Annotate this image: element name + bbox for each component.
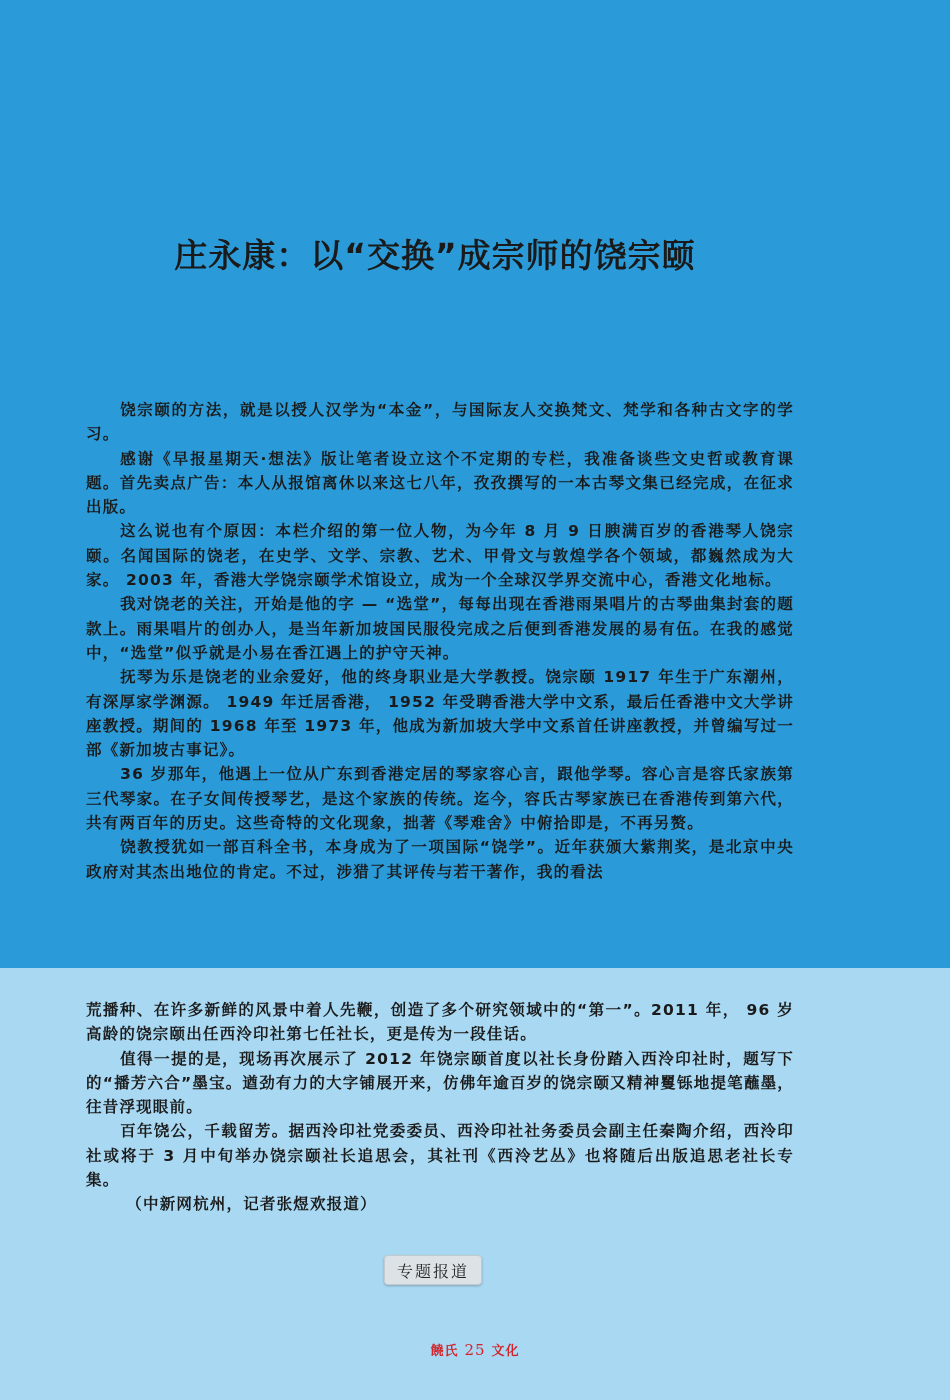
paragraph: 我对饶老的关注，开始是他的字 — “选堂”，每每出现在香港雨果唱片的古琴曲集封套的题款上。雨果唱片的创办人，是当年新加坡国民服役完成之后便到香港发展的易有伍。在我的感觉中，“选堂”似乎就是小易在香江遇上的护守天神。 [86, 595, 794, 662]
footer-brand-right: 文化 [491, 1344, 520, 1359]
paragraph: 抚琴为乐是饶老的业余爱好，他的终身职业是大学教授。饶宗颐 1917 年生于广东潮州，有深厚家学渊源。 1949 年迁居香港， 1952 年受聘香港大学中文系，最后任香港中文大学讲座教授。期间的 1968 年至 1973 年，他成为新加坡大学中文系首任讲座教授，并曾编写过一部《新加坡古事记》。 [86, 668, 794, 760]
paragraph: 百年饶公，千载留芳。据西泠印社党委委员、西泠印社社务委员会副主任秦陶介绍，西泠印社或将于 3 月中旬举办饶宗颐社长追思会，其社刊《西泠艺丛》也将随后出版追思老社长专集。 [86, 1122, 794, 1190]
paragraph: 36 岁那年，他遇上一位从广东到香港定居的琴家容心言，跟他学琴。容心言是容氏家族第三代琴家。在子女间传授琴艺，是这个家族的传统。迄今，容氏古琴家族已在香港传到第六代，共有两百年的历史。这些奇特的文化现象，拙著《琴难舍》中俯拾即是，不再另赘。 [86, 765, 794, 833]
article-body-bottom [86, 998, 794, 1217]
footer-brand-left: 饒氏 [430, 1344, 459, 1359]
paragraph: 值得一提的是，现场再次展示了 2012 年饶宗颐首度以社长身份踏入西泠印社时，题写下的“播芳六合”墨宝。遒劲有力的大字铺展开来，仿佛年逾百岁的饶宗颐又精神矍铄地提笔蘸墨，往昔浮现眼前。 [86, 1049, 794, 1117]
article-body-top [86, 398, 794, 884]
article-title: 庄永康：以“交换”成宗师的饶宗颐 [174, 236, 696, 275]
paragraph: 饶宗颐的方法，就是以授人汉学为“本金”，与国际友人交换梵文、梵学和各种古文字的学习。 [86, 401, 794, 444]
paragraph: 这么说也有个原因：本栏介绍的第一位人物，为今年 8 月 9 日腴满百岁的香港琴人饶宗颐。名闻国际的饶老，在史学、文学、宗教、艺术、甲骨文与敦煌学各个领域，都巍然成为大家。 2003 年，香港大学饶宗颐学术馆设立，成为一个全球汉学界交流中心，香港文化地标。 [86, 522, 794, 590]
paragraph: 感谢《早报星期天·想法》版让笔者设立这个不定期的专栏，我准备谈些文史哲或教育课题。首先卖点广告：本人从报馆离休以来这七八年，孜孜撰写的一本古琴文集已经完成，在征求出版。 [86, 449, 794, 517]
byline: （中新网杭州，记者张煜欢报道） [126, 1195, 377, 1214]
section-tag: 专题报道 [384, 1255, 482, 1285]
page-number: 25 [464, 1341, 486, 1359]
paragraph-continued: 荒播种、在许多新鲜的风景中着人先鞭，创造了多个研究领域中的“第一”。2011 年， 96 岁高龄的饶宗颐出任西泠印社第七任社长，更是传为一段佳话。 [86, 1001, 794, 1044]
paragraph: 饶教授犹如一部百科全书，本身成为了一项国际“饶学”。近年获颁大紫荆奖，是北京中央政府对其杰出地位的肯定。不过，涉猎了其评传与若干著作，我的看法 [86, 838, 794, 881]
page-footer [0, 1340, 950, 1359]
